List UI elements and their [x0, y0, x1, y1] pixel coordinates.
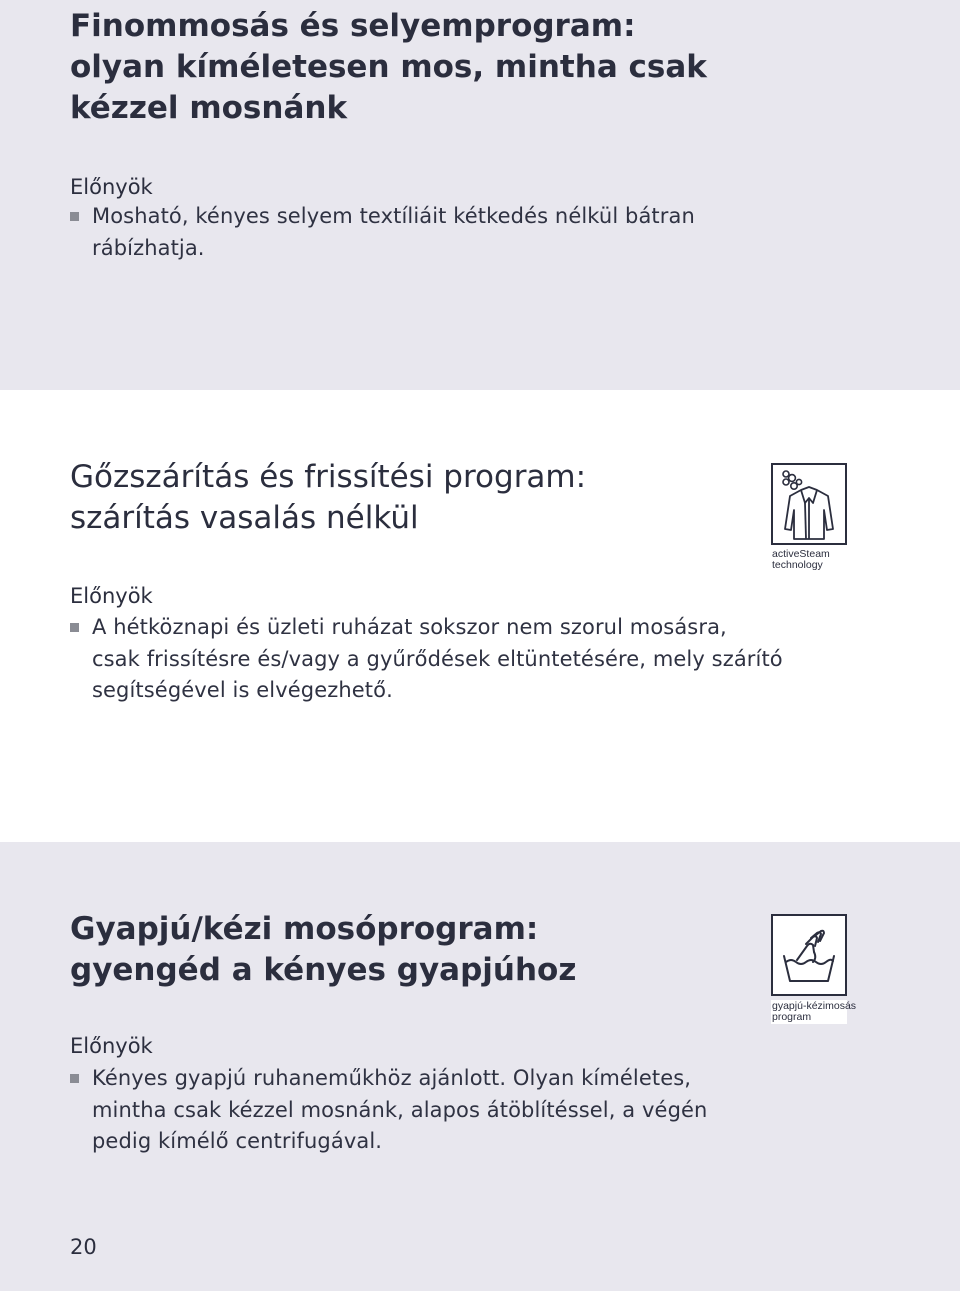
bullet-line: Kényes gyapjú ruhaneműkhöz ajánlott. Olyan kíméletes,: [92, 1066, 692, 1090]
bullet-line: csak frissítésre és/vagy a gyűrődések eltüntetésére, mely szárító: [92, 646, 783, 671]
section-silk-program: [0, 0, 960, 390]
section-wool-program: [0, 842, 960, 1291]
page-number: 20: [70, 1235, 97, 1259]
title-line: Finommosás és selyemprogram:: [70, 8, 636, 44]
list-item: [70, 201, 695, 264]
bullet-text: [92, 612, 783, 707]
bullet-text: [92, 1063, 707, 1158]
section-title: [70, 457, 586, 539]
title-line: Gőzszárítás és frissítési program:: [70, 459, 587, 495]
bullet-text: [92, 201, 695, 264]
advantages-heading: Előnyök: [70, 584, 153, 608]
bullet-line: Mosható, kényes selyem textíliáit kétkedés nélkül bátran: [92, 204, 695, 228]
list-item: [70, 612, 783, 707]
badge-label: [772, 549, 847, 571]
bullet-line: pedig kímélő centrifugával.: [92, 1129, 383, 1153]
badge-label-line: program: [772, 1011, 812, 1023]
section-title: [70, 6, 707, 129]
title-line: szárítás vasalás nélkül: [70, 500, 419, 536]
section-steam-program: [0, 390, 960, 842]
steam-jacket-icon: [771, 463, 847, 545]
badge-label-line: technology: [772, 559, 823, 571]
bullet-line: rábízhatja.: [92, 235, 205, 260]
bullet-icon: [70, 623, 79, 632]
bullet-icon: [70, 1074, 79, 1083]
badge-label: [771, 1000, 857, 1024]
section-title: [70, 909, 576, 991]
title-line: kézzel mosnánk: [70, 90, 348, 126]
bullet-line: A hétköznapi és üzleti ruházat sokszor nem szorul mosásra,: [92, 615, 727, 639]
list-item: [70, 1063, 707, 1158]
activesteam-badge: [771, 463, 847, 571]
bullet-line: mintha csak kézzel mosnánk, alapos átöblítéssel, a végén: [92, 1097, 708, 1122]
hand-wash-tub-icon: [771, 914, 847, 996]
badge-label-line: activeSteam: [772, 548, 830, 560]
title-line: gyengéd a kényes gyapjúhoz: [70, 952, 577, 988]
title-line: Gyapjú/kézi mosóprogram:: [70, 911, 539, 947]
bullet-line: segítségével is elvégezhető.: [92, 678, 393, 702]
bullet-icon: [70, 212, 79, 221]
advantages-heading: Előnyök: [70, 1034, 153, 1058]
advantages-heading: Előnyök: [70, 175, 153, 199]
badge-label-line: gyapjú-kézimosás: [772, 1000, 857, 1012]
wool-handwash-badge: [771, 914, 857, 1024]
title-line: olyan kíméletesen mos, mintha csak: [70, 49, 707, 85]
